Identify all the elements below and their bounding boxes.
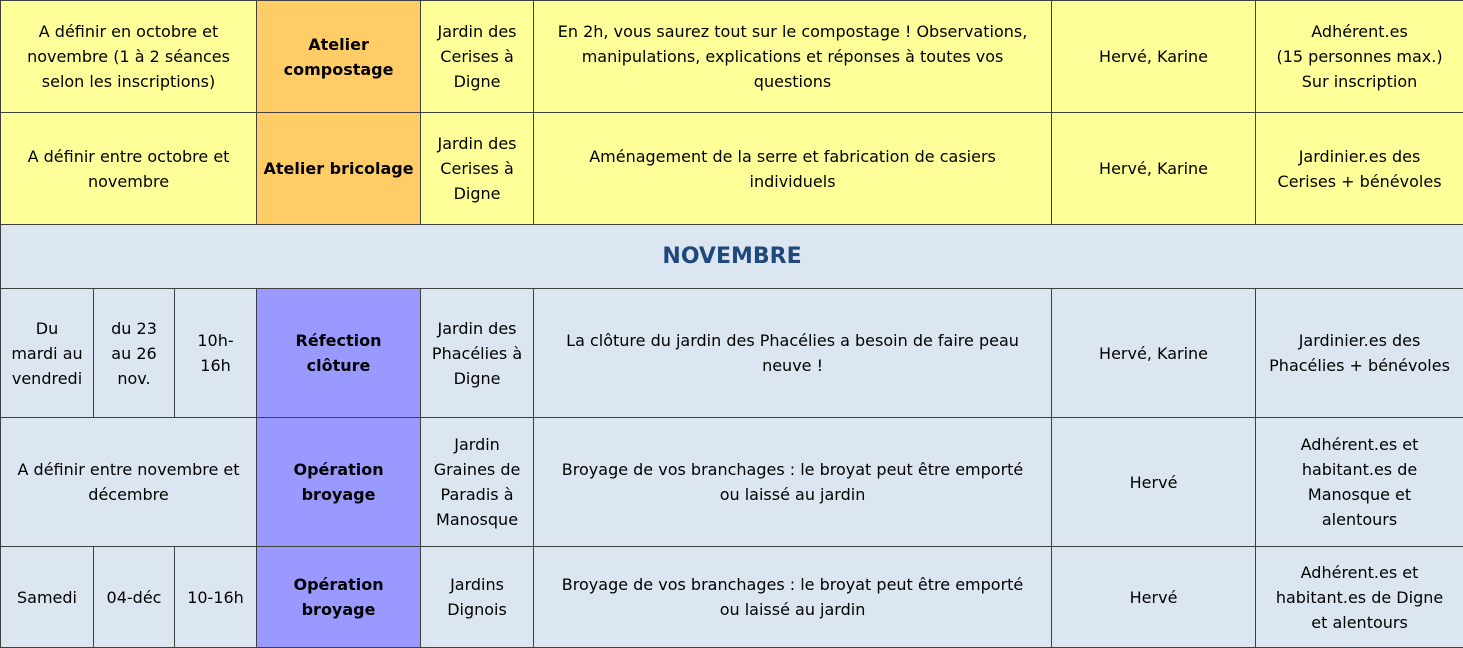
table-row <box>1 113 1463 225</box>
description-cell <box>534 547 1052 648</box>
table-row <box>1 289 1463 418</box>
description-text: Aménagement de la serre et fabrication de casiers individuels <box>589 146 996 191</box>
audience-text: Adhérent.es (15 personnes max.) Sur inscription <box>1276 22 1443 91</box>
description-text: En 2h, vous saurez tout sur le compostage ! Observations, manipulations, explications et réponses à toutes vos questions <box>557 22 1028 91</box>
month-header-row <box>1 225 1463 289</box>
hosts-cell <box>1052 289 1256 418</box>
dates-cell <box>1 113 257 225</box>
audience-cell <box>1256 547 1463 648</box>
date-text: du 23 au 26 nov. <box>111 318 157 388</box>
day-cell <box>1 289 94 418</box>
month-heading: NOVEMBRE <box>1 225 1463 289</box>
description-text: La clôture du jardin des Phacélies a besoin de faire peau neuve ! <box>566 331 1019 375</box>
hosts-text: Hervé, Karine <box>1099 47 1209 66</box>
date-cell <box>94 547 175 648</box>
place-cell <box>421 547 534 648</box>
description-cell <box>534 418 1052 547</box>
hosts-cell <box>1052 547 1256 648</box>
activity-cell <box>257 1 421 113</box>
day-cell <box>1 547 94 648</box>
activity-cell <box>257 418 421 547</box>
audience-text: Adhérent.es et habitant.es de Manosque et alentours <box>1300 435 1419 529</box>
activity-name: Réfection clôture <box>295 331 382 375</box>
time-cell <box>175 289 257 418</box>
description-cell <box>534 113 1052 225</box>
place-cell <box>421 289 534 418</box>
hosts-cell <box>1052 1 1256 113</box>
hosts-text: Hervé, Karine <box>1099 343 1209 363</box>
table-row <box>1 418 1463 547</box>
hosts-text: Hervé <box>1129 472 1178 492</box>
place-cell <box>421 418 534 547</box>
place-text: Jardin des Phacélies à Digne <box>431 318 523 388</box>
hosts-text: Hervé, Karine <box>1099 159 1209 178</box>
activity-name: Atelier compostage <box>283 34 394 79</box>
place-text: Jardin des Cerises à Digne <box>437 134 517 203</box>
dates-cell <box>1 1 257 113</box>
hosts-cell <box>1052 418 1256 547</box>
activity-name: Atelier bricolage <box>263 159 414 178</box>
audience-text: Jardinier.es des Phacélies + bénévoles <box>1269 331 1450 375</box>
activity-cell <box>257 113 421 225</box>
audience-text: Adhérent.es et habitant.es de Digne et alentours <box>1275 562 1444 632</box>
audience-cell <box>1256 289 1463 418</box>
dates-cell <box>1 418 257 547</box>
audience-text: Jardinier.es des Cerises + bénévoles <box>1277 146 1442 191</box>
audience-cell <box>1256 1 1463 113</box>
audience-cell <box>1256 113 1463 225</box>
date-cell <box>94 289 175 418</box>
activity-name: Opération broyage <box>293 460 384 504</box>
place-text: Jardins Dignois <box>447 575 507 619</box>
description-text: Broyage de vos branchages : le broyat peut être emporté ou laissé au jardin <box>561 575 1024 619</box>
place-text: Jardin des Cerises à Digne <box>437 22 517 91</box>
time-text: 10h- 16h <box>197 331 234 375</box>
description-cell <box>534 289 1052 418</box>
place-cell <box>421 113 534 225</box>
dates-text: A définir entre novembre et décembre <box>17 460 240 504</box>
place-cell <box>421 1 534 113</box>
date-text: 04-déc <box>106 587 162 607</box>
time-text: 10-16h <box>187 587 244 607</box>
day-text: Du mardi au vendredi <box>11 318 83 388</box>
audience-cell <box>1256 418 1463 547</box>
description-text: Broyage de vos branchages : le broyat peut être emporté ou laissé au jardin <box>561 460 1024 504</box>
dates-text: A définir entre octobre et novembre <box>27 146 230 191</box>
table-row <box>1 547 1463 648</box>
hosts-text: Hervé <box>1129 587 1178 607</box>
dates-text: A définir en octobre et novembre (1 à 2 séances selon les inscriptions) <box>27 22 230 91</box>
place-text: Jardin Graines de Paradis à Manosque <box>433 435 521 529</box>
description-cell <box>534 1 1052 113</box>
activity-cell <box>257 289 421 418</box>
activity-cell <box>257 547 421 648</box>
activity-name: Opération broyage <box>293 575 384 619</box>
table-row <box>1 1 1463 113</box>
day-text: Samedi <box>17 587 77 607</box>
time-cell <box>175 547 257 648</box>
hosts-cell <box>1052 113 1256 225</box>
